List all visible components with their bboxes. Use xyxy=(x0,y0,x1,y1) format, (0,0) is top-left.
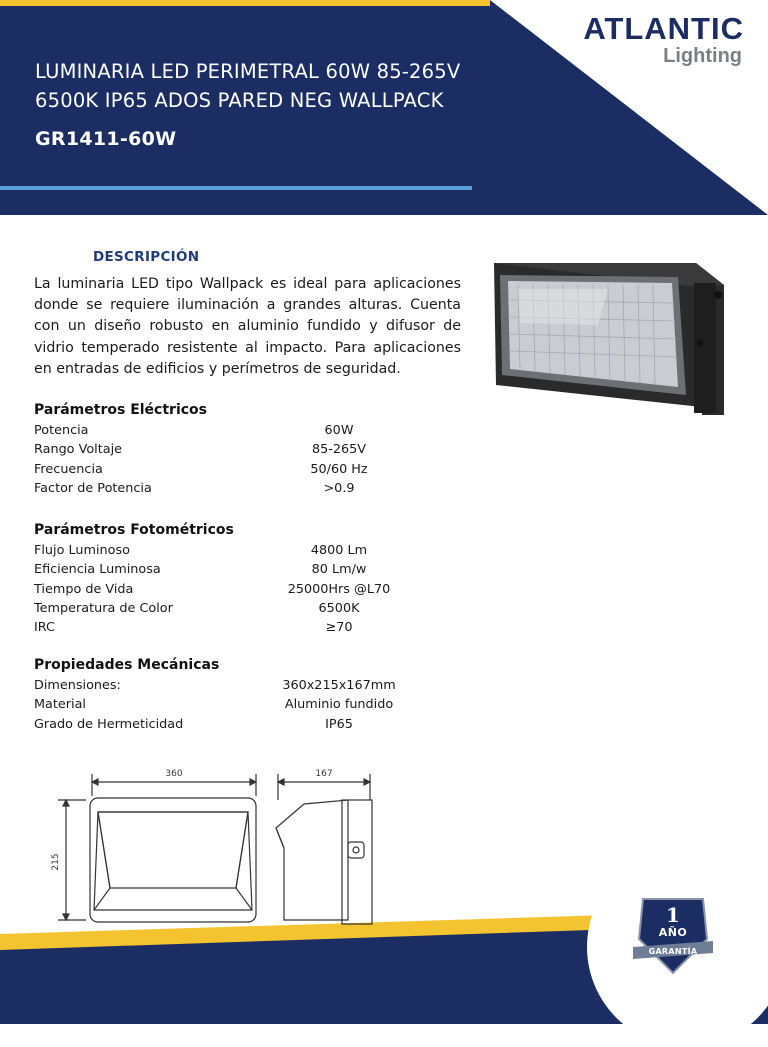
param-value: 80 Lm/w xyxy=(311,562,367,578)
warranty-number: 1 xyxy=(666,903,680,927)
param-value: 6500K xyxy=(318,600,360,616)
product-photo xyxy=(488,255,728,420)
param-value: 60W xyxy=(324,423,354,438)
product-title-line2: 6500K IP65 ADOS PARED NEG WALLPACK xyxy=(35,89,444,112)
description-text: La luminaria LED tipo Wallpack es ideal para aplicaciones donde se requiere iluminación a grandes alturas. Cuenta con un diseño robusto en aluminio fundido y difusor de vidrio temperado resistente al impacto. Para aplicaciones en entradas de edificios y perímetros de seguridad. xyxy=(34,276,461,377)
param-label: Dimensiones: xyxy=(34,678,121,693)
param-value: 360x215x167mm xyxy=(282,678,396,693)
param-label: Flujo Luminoso xyxy=(34,543,130,558)
param-row xyxy=(34,440,454,459)
drawing-height-dim: 215 xyxy=(51,853,61,871)
param-label: Eficiencia Luminosa xyxy=(34,562,161,578)
param-row xyxy=(34,580,454,599)
param-label: Material xyxy=(34,697,86,713)
param-row xyxy=(34,599,454,618)
electrical-title: Parámetros Eléctricos xyxy=(34,402,207,418)
param-label: Grado de Hermeticidad xyxy=(34,716,184,732)
product-title xyxy=(35,57,505,115)
atlantic-logo xyxy=(565,12,750,66)
param-label: Temperatura de Color xyxy=(34,600,173,616)
param-row xyxy=(34,560,454,579)
photometric-section xyxy=(34,520,454,637)
warranty-badge xyxy=(633,895,713,975)
param-row xyxy=(34,541,454,560)
photometric-title: Parámetros Fotométricos xyxy=(34,522,234,538)
technical-drawing xyxy=(40,760,400,935)
warranty-unit: AÑO xyxy=(658,926,688,939)
param-row xyxy=(34,460,454,479)
param-label: IRC xyxy=(34,620,55,636)
product-title-line1: LUMINARIA LED PERIMETRAL 60W 85-265V xyxy=(35,60,461,83)
param-value: 25000Hrs @L70 xyxy=(287,581,391,597)
param-row xyxy=(34,479,454,498)
param-value: 50/60 Hz xyxy=(310,461,368,477)
drawing-width-dim: 360 xyxy=(165,769,183,779)
param-row xyxy=(34,695,454,714)
param-label: Potencia xyxy=(34,423,89,438)
param-value: 4800 Lm xyxy=(310,543,368,558)
param-row xyxy=(34,421,454,440)
param-row xyxy=(34,676,454,695)
drawing-depth-dim: 167 xyxy=(315,769,333,779)
param-row xyxy=(34,618,454,637)
warranty-label: GARANTÍA xyxy=(648,947,698,956)
logo-brand: ATLANTIC xyxy=(583,11,744,46)
param-label: Frecuencia xyxy=(34,461,103,477)
param-value: >0.9 xyxy=(323,480,355,496)
mechanical-title: Propiedades Mecánicas xyxy=(34,657,220,673)
param-value: 85-265V xyxy=(311,442,367,458)
param-label: Tiempo de Vida xyxy=(34,581,134,597)
param-label: Rango Voltaje xyxy=(34,442,123,458)
electrical-section xyxy=(34,400,454,498)
mechanical-section xyxy=(34,655,454,734)
param-value: Aluminio fundido xyxy=(284,697,394,713)
logo-sub: Lighting xyxy=(663,45,742,67)
param-value: ≥70 xyxy=(325,620,353,636)
param-row xyxy=(34,715,454,734)
description-heading: DESCRIPCIÓN xyxy=(93,249,200,265)
param-value: IP65 xyxy=(325,716,353,732)
product-code: GR1411-60W xyxy=(35,128,177,150)
param-label: Factor de Potencia xyxy=(34,480,152,496)
